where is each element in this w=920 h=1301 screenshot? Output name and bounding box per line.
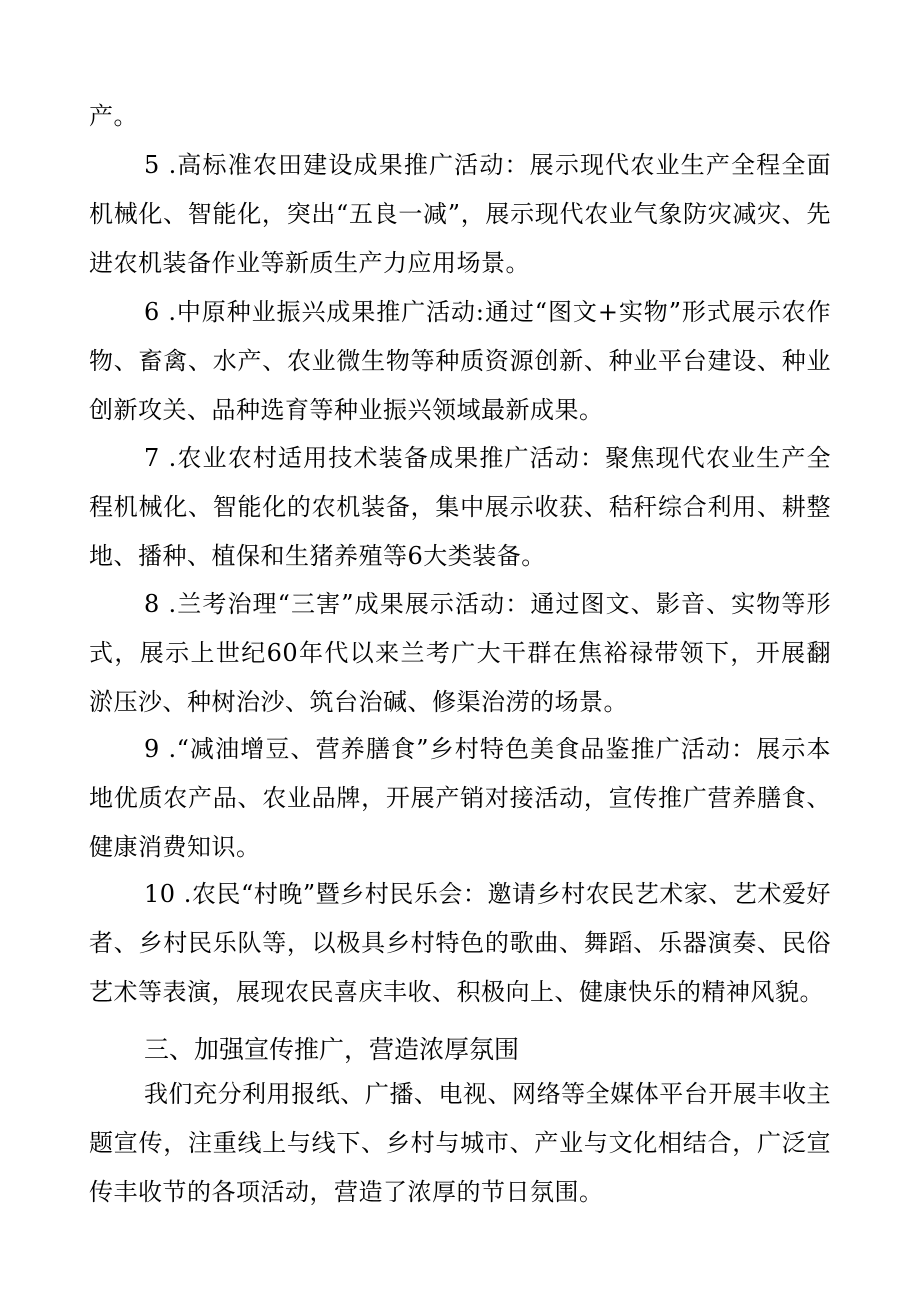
section-heading: 三、加强宣传推广，营造浓厚氛围 <box>144 1035 520 1064</box>
list-item-9: 9 .“减油增豆、营养膳食”乡村特色美食品鉴推广活动：展示本地优质农产品、农业品牌，开展产销对接活动，宣传推广营养膳食、健康消费知识。 <box>89 735 831 861</box>
list-item-5: 5 .高标准农田建设成果推广活动：展示现代农业生产全程全面机械化、智能化，突出“五良一减”，展示现代农业气象防灾减灾、先进农机装备作业等新质生产力应用场景。 <box>89 151 831 277</box>
list-item-7: 7 .农业农村适用技术装备成果推广活动：聚焦现代农业生产全程机械化、智能化的农机装备，集中展示收获、秸秆综合利用、耕整地、播种、植保和生猪养殖等6大类装备。 <box>89 444 831 570</box>
list-item-8: 8 .兰考治理“三害”成果展示活动：通过图文、影音、实物等形式，展示上世纪60年代以来兰考广大干群在焦裕禄带领下，开展翻淤压沙、种树治沙、筑台治碱、修渠治涝的场景。 <box>89 590 831 716</box>
continuation-text: 产。 <box>89 102 138 130</box>
list-item-6: 6 .中原种业振兴成果推广活动:通过“图文+实物”形式展示农作物、畜禽、水产、农业微生物等种质资源创新、种业平台建设、种业创新攻关、品种选育等种业振兴领域最新成果。 <box>89 298 831 424</box>
closing-paragraph: 我们充分利用报纸、广播、电视、网络等全媒体平台开展丰收主题宣传，注重线上与线下、乡村与城市、产业与文化相结合，广泛宣传丰收节的各项活动，营造了浓厚的节日氛围。 <box>89 1080 831 1206</box>
list-item-10: 10 .农民“村晚”暨乡村民乐会：邀请乡村农民艺术家、艺术爱好者、乡村民乐队等，以极具乡村特色的歌曲、舞蹈、乐器演奏、民俗艺术等表演，展现农民喜庆丰收、积极向上、健康快乐的精神风貌。 <box>89 880 831 1006</box>
